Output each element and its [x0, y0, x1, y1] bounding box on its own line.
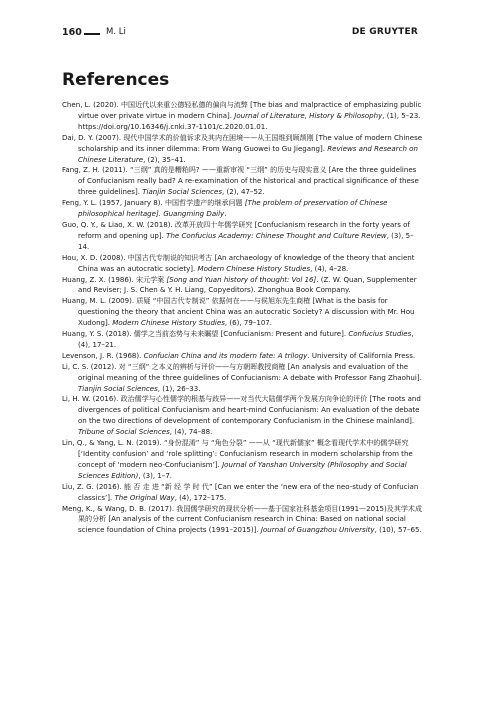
reference-text: Li, H. W. (2016). 政治儒学与心性儒学的根基与歧异——对当代大陆儒学两个发展方向争论的评价 [The roots and divergences of political Confucianism and heart-mind Confucianism: An evaluation of the debate on the two directions of development of contemporary Confucianism in the Chinese mainland]. [62, 394, 421, 426]
reference-text: Hou, X. D. (2008). 中国古代专制说的知识考古 [An archaeology of knowledge of the theory that ancient China was an autocratic society]. [62, 252, 415, 273]
reference-entry [62, 362, 424, 395]
reference-list [62, 100, 424, 536]
reference-source: Reviews and Research on Chinese Literature [78, 143, 418, 164]
reference-entry [62, 504, 424, 537]
reference-entry [62, 329, 424, 351]
reference-details: . University of California Press. [307, 350, 416, 360]
reference-details: . [224, 209, 227, 219]
reference-details: , (4), 4–28. [310, 263, 349, 273]
reference-source: Tianjin Social Sciences [142, 187, 223, 197]
reference-source: Modern Chinese History Studies [112, 318, 225, 328]
reference-text: Chen, L. (2020). 中国近代以来重公德轻私德的偏向与流弊 [The bias and malpractice of emphasizing public virtue over private virtue in modern China]. [62, 100, 422, 120]
reference-text: Levenson, J. R. (1968). [62, 350, 144, 360]
running-author: M. Li [106, 27, 126, 37]
reference-details: , (4), 74–88. [169, 427, 213, 437]
reference-text: Guo, Q. Y., & Liao, X. W. (2018). 改革开放四十年儒学研究 [Confucianism research in the forty years of reform and opening up]. [62, 219, 410, 240]
reference-text: Meng, K., & Wang, D. B. (2017). 我国儒学研究的现状分析——基于国家社科基金项目(1991—2015)及其学术成果的分析 [An analysis of the current Confucianism research in China: Based on national social science foundation of China projects (1991–2015)]. [62, 503, 423, 535]
reference-entry [62, 438, 424, 482]
reference-details: , (1), 26–33. [157, 383, 201, 393]
reference-entry [62, 165, 424, 198]
reference-source: Journal of Yanshan University (Philosophy and Social Sciences Edition) [78, 459, 407, 480]
reference-details: , (1), 5–23. https://doi.org/10.16346/j.cnki.37-1101/c.2020.01.01. [78, 110, 421, 131]
reference-details: , (6), 79–107. [224, 318, 273, 328]
reference-entry [62, 482, 424, 504]
reference-source: Journal of Literature, History & Philosophy [234, 110, 383, 120]
page-number: 160 [62, 27, 82, 38]
reference-text: Huang, Z. X. (1986). 宋元学案 [62, 274, 167, 284]
reference-source: [Song and Yuan history of thought: Vol 16] [166, 274, 317, 284]
reference-source: The Confucius Academy: Chinese Thought and Culture Review [166, 230, 387, 240]
reference-source: Journal of Guangzhou University [260, 525, 375, 535]
reference-entry [62, 100, 424, 133]
running-header [62, 27, 418, 41]
reference-entry [62, 133, 424, 166]
reference-source: [The problem of preservation of Chinese philosophical heritage]. Guangming Daily [78, 198, 388, 219]
reference-entry [62, 275, 424, 297]
reference-text: Li, C. S. (2012). 对 “三纲” 之本义的辨析与评价——与方朝晖教授商榷 [An analysis and evaluation of the original meaning of the three guidelines of Confucianism: A debate with Professor Fang Zhaohui]. [62, 361, 422, 382]
reference-entry [62, 220, 424, 253]
reference-entry [62, 198, 424, 220]
reference-details: , (2), 47–52. [222, 187, 265, 197]
reference-entry [62, 351, 424, 362]
reference-details: , (10), 57–65. [374, 525, 422, 535]
reference-details: , (3), 1–7. [138, 470, 173, 480]
reference-source: Confucian China and its modern fate: A trilogy [143, 350, 308, 360]
reference-details: , (3), 5–14. [78, 230, 414, 251]
reference-text: Dai, D. Y. (2007). 现代中国学术的价值诉求及其内在困境——从王国维到顾颉刚 [The value of modern Chinese scholarship and its inner dilemma: From Wang Guowei to Gu Jiegang]. [62, 132, 423, 153]
reference-text: Lin, Q., & Yang, L. N. (2019). “身份混淆” 与 “角色分裂” ——从 “现代新儒家” 概念看现代学术中的儒学研究 [‘Identity confusion’ and ‘role splitting’: Confucianism research in modern scholarship from the concept of ‘modern neo-Confucianism’]. [62, 438, 413, 469]
reference-text: Fang, Z. H. (2011). “三纲” 真的是糟粕吗? ——重新审视 “三纲” 的历史与现实意义 [Are the three guidelines of Confucianism really bad? A re-examination of the historical and practical significance of these three guidelines]. [62, 165, 419, 197]
references-heading: References [62, 70, 170, 90]
reference-text: Liu, Z. G. (2016). 能 否 走 进 “新 经 学 时 代” [Can we enter the ‘new era of the neo-study of Confucian classics’]. [62, 481, 419, 502]
reference-source: Confucius Studies [348, 329, 412, 339]
reference-text: Feng, Y. L. (1957, January 8). 中国哲学遗产的继承问题 [62, 198, 245, 208]
reference-source: Tianjin Social Sciences [78, 383, 158, 393]
reference-details: , (4), 172–175. [174, 492, 227, 502]
publisher-logo: DE GRUYTER [351, 27, 418, 37]
reference-source: Modern Chinese History Studies [197, 263, 311, 273]
reference-text: Huang, M. L. (2009). 质疑 “中国古代专制说” 依据何在——与侯旭东先生商榷 [What is the basis for questioning the theory that ancient China was an autocratic Society? A discussion with Mr. Hou Xudong]. [62, 296, 415, 328]
reference-entry [62, 296, 424, 329]
reference-text: Huang, Y. S. (2018). 儒学之当前态势与未来瞩望 [Confucianism: Present and future]. [62, 329, 349, 339]
reference-details: , (4), 17–21. [78, 329, 414, 349]
reference-source: Tribune of Social Sciences [78, 427, 170, 437]
reference-details: , (2), 35–41. [143, 154, 186, 164]
reference-source: The Original Way [114, 492, 175, 502]
header-rule [84, 33, 100, 35]
reference-details: . (Z. W. Quan, Supplementer and Reviser; J. S. Chen & Y. H. Liang, Copyeditors). Zhonghua Book Company. [78, 274, 417, 295]
reference-entry [62, 394, 424, 438]
reference-entry [62, 253, 424, 275]
